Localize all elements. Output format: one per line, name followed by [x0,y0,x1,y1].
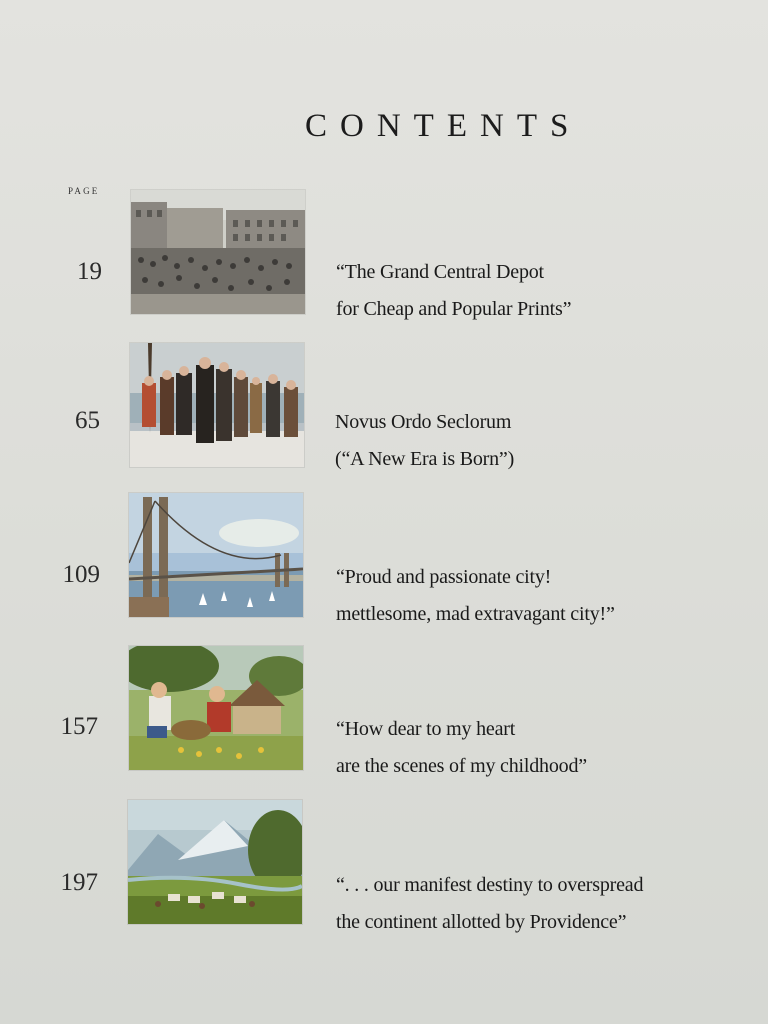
page-number: 19 [77,258,102,285]
thumbnail-brooklyn-bridge [129,493,303,617]
caption-line-2: mettlesome, mad extravagant city!” [336,603,615,625]
page-number: 109 [62,561,100,588]
page-title: CONTENTS [305,108,582,144]
entry-caption [336,711,587,785]
caption-line-1: Novus Ordo Seclorum [335,411,512,433]
entry-caption [336,254,571,328]
thumbnail-western-valley [128,800,302,924]
caption-line-1: “Proud and passionate city! [336,566,552,588]
contents-entry[interactable] [0,343,768,473]
thumbnail-children-farmyard [129,646,303,770]
caption-line-2: for Cheap and Popular Prints” [336,298,572,320]
thumbnail-pilgrims-landing [130,343,304,467]
entry-caption [335,404,514,478]
entry-caption [336,867,643,941]
caption-line-2: the continent allotted by Providence” [336,911,627,933]
contents-entry[interactable] [0,800,768,933]
page-column-label: PAGE [68,186,100,196]
caption-line-1: “The Grand Central Depot [336,261,544,283]
thumbnail-crowd-street-scene [131,190,305,314]
contents-entry[interactable] [0,493,768,623]
contents-entry[interactable] [0,190,768,320]
page-number: 157 [60,713,98,740]
page-number: 197 [60,869,98,896]
entry-caption [336,559,615,633]
contents-entry[interactable] [0,646,768,776]
page-number: 65 [75,407,100,434]
caption-line-1: “How dear to my heart [336,718,516,740]
caption-line-2: (“A New Era is Born”) [335,448,515,470]
caption-line-2: are the scenes of my childhood” [336,755,587,777]
caption-line-1: “. . . our manifest destiny to overspread [336,874,644,896]
